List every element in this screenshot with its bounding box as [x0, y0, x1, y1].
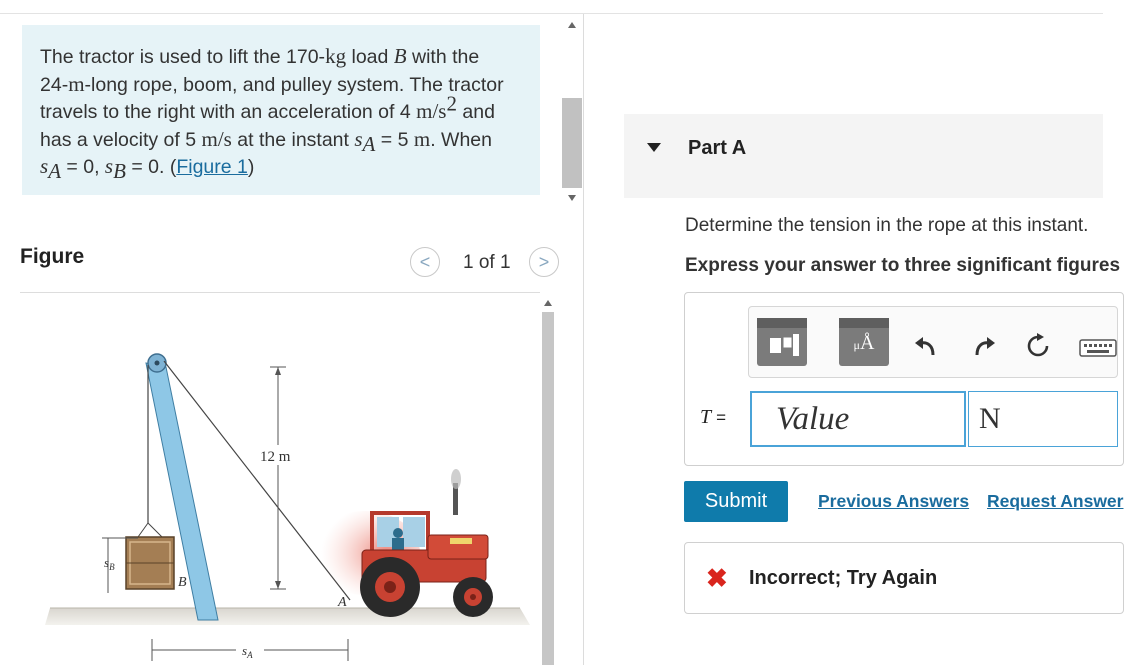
- feedback-text: Incorrect; Try Again: [749, 567, 938, 589]
- units-icon: μÅ: [853, 332, 875, 354]
- figure-counter: 1 of 1: [463, 252, 511, 273]
- variable-subscript: A: [48, 158, 62, 183]
- arrowhead: [275, 367, 281, 375]
- variable-text: B: [393, 44, 407, 68]
- variable-label: T =: [700, 406, 727, 428]
- part-a-title: Part A: [688, 137, 747, 159]
- problem-text: -long rope, boom, and pulley system. The tractor: [84, 73, 504, 96]
- instruction-text: Express your answer to three significant figures: [685, 255, 1121, 276]
- chevron-left-icon: <: [419, 251, 431, 272]
- math-toolbar: [748, 306, 1118, 378]
- problem-text: at the instant: [231, 128, 355, 151]
- figure-scrollbar-thumb[interactable]: [542, 312, 554, 665]
- problem-statement: [22, 25, 540, 195]
- problem-text: The tractor is used to lift the 170-: [40, 46, 326, 68]
- problem-text: = 5: [375, 128, 414, 151]
- variable-text: s: [354, 126, 363, 151]
- scroll-down-arrow-icon[interactable]: [568, 195, 576, 201]
- problem-text: = 0,: [61, 156, 105, 178]
- variable-subscript: A: [362, 131, 376, 156]
- unit-text: m: [413, 126, 431, 151]
- keyboard-icon[interactable]: [1079, 339, 1117, 357]
- problem-text: has a velocity of 5: [40, 128, 202, 151]
- figure-divider: [20, 292, 540, 293]
- unit-exponent: 2: [446, 91, 457, 116]
- sling: [138, 523, 148, 537]
- redo-icon[interactable]: [971, 335, 997, 357]
- problem-text: with the: [406, 46, 480, 68]
- units-button[interactable]: [839, 318, 889, 366]
- tractor-figure: [20, 295, 540, 665]
- incorrect-icon: ✖: [706, 563, 728, 593]
- reset-icon[interactable]: [1025, 333, 1051, 359]
- sling: [148, 523, 162, 537]
- problem-text: 24-: [40, 73, 69, 96]
- submit-button[interactable]: Submit: [684, 481, 788, 522]
- variable-subscript: B: [113, 158, 126, 183]
- figure-title: Figure: [20, 245, 85, 268]
- scroll-up-arrow-icon[interactable]: [544, 300, 552, 306]
- previous-answers-link[interactable]: Previous Answers: [818, 491, 970, 511]
- unit-text: kg: [325, 44, 347, 68]
- sB-label: $s_B$: [104, 555, 115, 572]
- A-label: A: [338, 595, 347, 610]
- request-answer-link[interactable]: Request Answer: [987, 491, 1124, 511]
- problem-text: . When: [430, 128, 492, 151]
- problem-text: travels to the right with an acceleration of 4: [40, 101, 417, 123]
- variable-text: s: [104, 154, 114, 178]
- problem-text: = 0. (: [125, 156, 177, 178]
- pane-divider[interactable]: [583, 14, 584, 665]
- collapse-caret-icon[interactable]: [647, 143, 661, 152]
- templates-icon: [757, 318, 807, 366]
- arrowhead: [275, 581, 281, 589]
- units-input[interactable]: [968, 391, 1118, 447]
- variable-text: s: [40, 154, 49, 178]
- question-text: Determine the tension in the rope at this instant.: [685, 215, 1089, 236]
- problem-scrollbar-thumb[interactable]: [562, 98, 582, 188]
- B-label: B: [178, 575, 187, 590]
- height-label: 12 m: [260, 449, 291, 465]
- value-input[interactable]: [750, 391, 966, 447]
- ground: [45, 608, 530, 625]
- problem-text: load: [346, 46, 394, 68]
- next-figure-button[interactable]: [529, 247, 559, 277]
- top-divider: [0, 13, 1103, 14]
- chevron-right-icon: >: [538, 251, 550, 272]
- previous-figure-button[interactable]: [410, 247, 440, 277]
- pulley-axle: [155, 361, 160, 366]
- unit-text: m/s: [201, 126, 232, 151]
- sA-label: $s_A$: [242, 643, 253, 660]
- unit-text: m: [68, 71, 85, 96]
- problem-text: and: [456, 101, 495, 123]
- tractor: [360, 469, 493, 617]
- templates-button[interactable]: [757, 318, 807, 366]
- undo-icon[interactable]: [913, 335, 939, 357]
- scroll-up-arrow-icon[interactable]: [568, 22, 576, 28]
- unit-text: m/s: [416, 99, 447, 123]
- problem-text: ): [247, 156, 255, 178]
- figure-link[interactable]: Figure 1: [176, 156, 248, 178]
